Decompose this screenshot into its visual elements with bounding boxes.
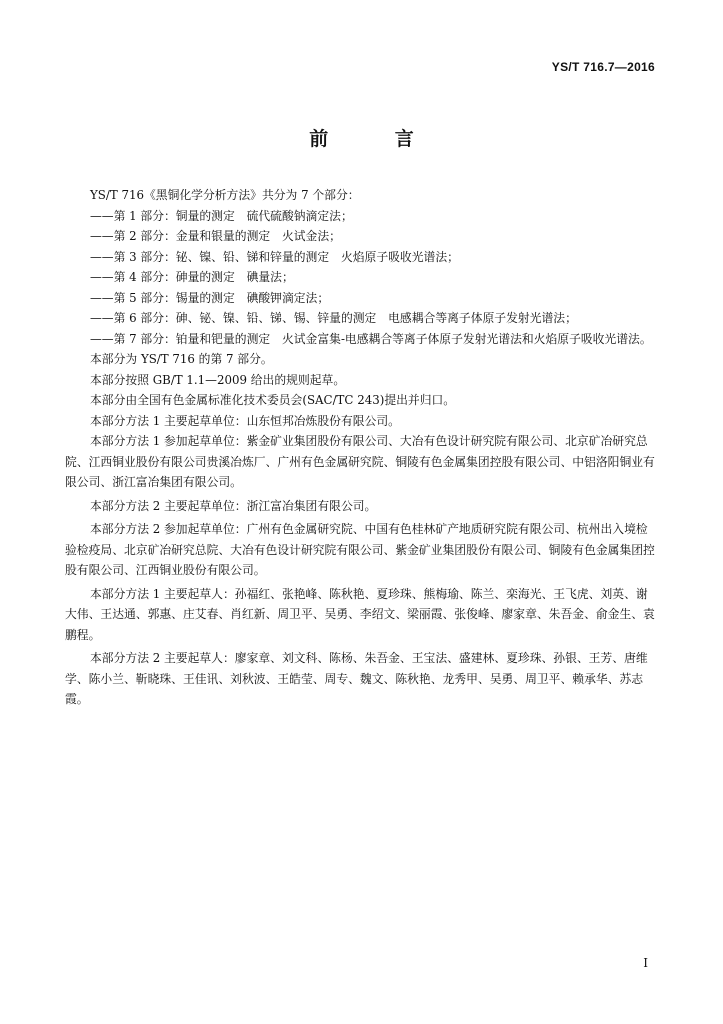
intro-paragraph: YS/T 716《黑铜化学分析方法》共分为 7 个部分： [90,188,360,202]
paragraph-drafting-rules: 本部分按照 GB/T 1.1—2009 给出的规则起草。 [90,372,346,387]
foreword-body [65,185,655,710]
paragraph-method2-main-unit: 本部分方法 2 主要起草单位：浙江富冶集团有限公司。 [90,498,377,513]
paragraph-method2-drafters: 本部分方法 2 主要起草人：廖家章、刘文科、陈杨、朱吾金、王宝法、盛建林、夏珍珠、孙银、王芳、唐维学、陈小兰、靳晓珠、王佳讯、刘秋波、王皓莹、周专、魏文、陈秋艳、龙秀甲、吴勇、周卫平、赖承华、苏志霞。 [65,651,648,706]
page-title: 前 言 [309,128,444,150]
page-number: I [643,956,648,970]
part-item-2: ——第 2 部分：金量和银量的测定 火试金法； [90,229,341,243]
document-code: YS/T 716.7—2016 [551,60,655,74]
paragraph-method1-main-unit: 本部分方法 1 主要起草单位：山东恒邦冶炼股份有限公司。 [90,413,400,428]
part-item-3: ——第 3 部分：铋、镍、铅、锑和锌量的测定 火焰原子吸收光谱法； [90,249,459,264]
paragraph-method2-participating-units: 本部分方法 2 参加起草单位：广州有色金属研究院、中国有色桂林矿产地质研究院有限公司、杭州出入境检验检疫局、北京矿冶研究总院、大冶有色设计研究院有限公司、紫金矿业集团股份有限公司、铜陵有色金属集团控股有限公司、江西铜业股份有限公司。 [65,522,655,577]
part-item-5: ——第 5 部分：锡量的测定 碘酸钾滴定法； [90,290,330,305]
part-item-4: ——第 4 部分：砷量的测定 碘量法； [90,270,294,284]
part-item-7: ——第 7 部分：铂量和钯量的测定 火试金富集-电感耦合等离子体原子发射光谱法和火焰原子吸收光谱法。 [90,331,652,346]
part-item-1: ——第 1 部分：铜量的测定 硫代硫酸钠滴定法； [90,208,353,223]
paragraph-committee: 本部分由全国有色金属标准化技术委员会(SAC/TC 243)提出并归口。 [90,393,456,407]
paragraph-method1-participating-units: 本部分方法 1 参加起草单位：紫金矿业集团股份有限公司、大冶有色设计研究院有限公司、北京矿冶研究总院、江西铜业股份有限公司贵溪冶炼厂、广州有色金属研究院、铜陵有色金属集团控股有限公司、中铝洛阳铜业有限公司、浙江富冶集团有限公司。 [65,434,655,489]
parts-list [90,206,655,350]
paragraph-part-number: 本部分为 YS/T 716 的第 7 部分。 [90,352,273,366]
part-item-6: ——第 6 部分：砷、铋、镍、铅、锑、锡、锌量的测定 电感耦合等离子体原子发射光谱法； [90,311,577,325]
paragraph-method1-drafters: 本部分方法 1 主要起草人：孙福红、张艳峰、陈秋艳、夏珍珠、熊梅瑜、陈兰、栾海光、王飞虎、刘英、谢大伟、王达通、郭惠、庄艾春、肖红新、周卫平、吴勇、李绍文、梁丽霞、张俊峰、廖家章、朱吾金、俞金生、袁鹏程。 [65,586,655,642]
